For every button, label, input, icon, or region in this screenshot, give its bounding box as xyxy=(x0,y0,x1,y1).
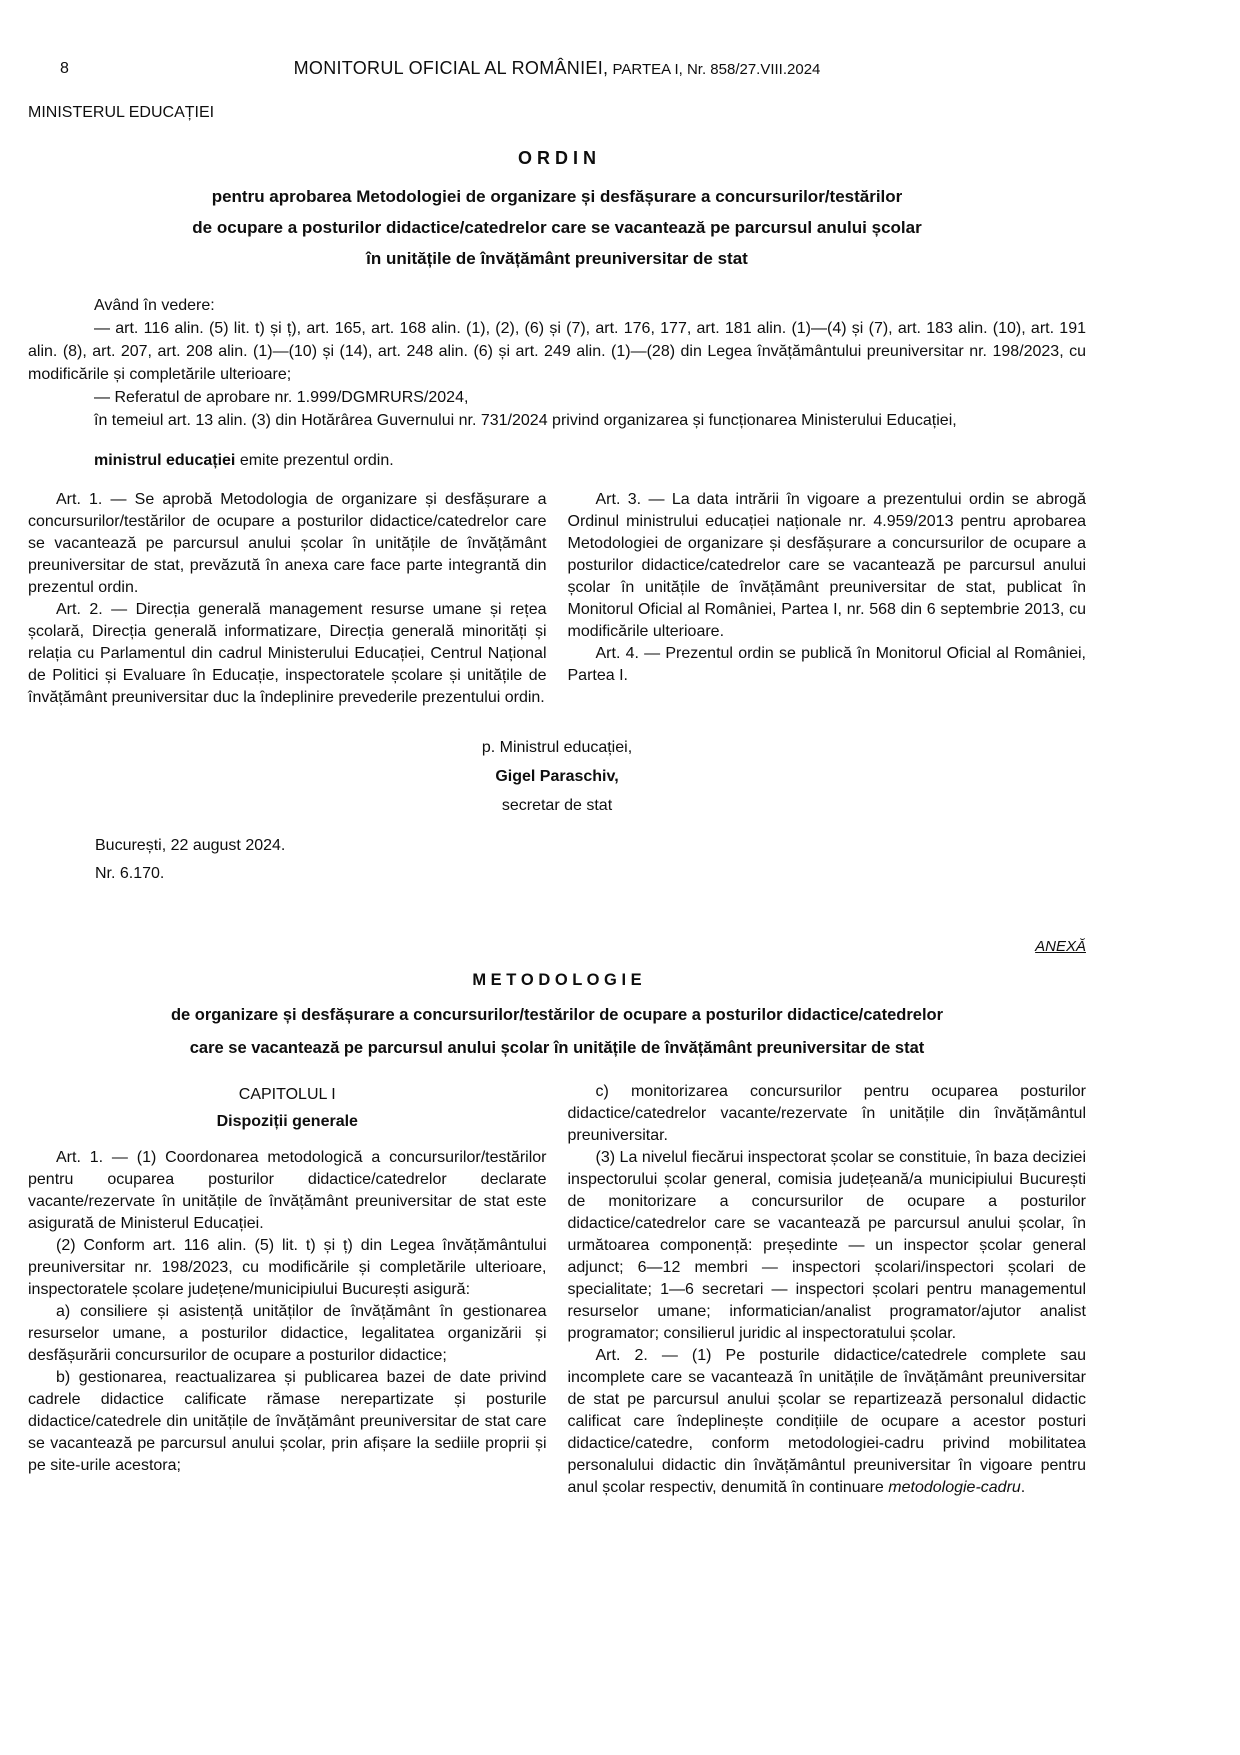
order-subtitle xyxy=(28,181,1086,274)
order-articles xyxy=(28,489,1086,709)
signature-role: p. Ministrul educației, xyxy=(481,739,633,756)
annex-art2-text: Art. 2. — (1) Pe posturile didactice/catedrele complete sau incomplete care se vacantează în unitățile de învățământ preuniversitar de stat pe parcursul anului școlar se repartizează personalul didactic calificat care îndeplinește condițiile de ocupare a acestor posturi didactice/catedre, conform metodologiei-cadru privind mobilitatea personalului didactic din învățământul preuniversitar în vigoare pentru anul școlar respectiv, denumită în continuare xyxy=(567,1347,1086,1496)
preamble-paragraph-3: în temeiul art. 13 alin. (3) din Hotărârea Guvernului nr. 731/2024 privind organizarea și funcționarea Ministerului Educației, xyxy=(94,412,957,429)
signature-title: secretar de stat xyxy=(501,797,613,814)
annex-art1-para-3: (3) La nivelul fiecărui inspectorat școlar se constituie, în baza deciziei inspectorului școlar general, comisia județeană/a municipiului București de monitorizare a concursurilor de ocupare a posturilor didactice/catedrelor care se vacantează pe parcursul anului școlar, în următoarea componență: președinte — un inspector școlar general adjunct; 6—12 membri — inspectori școlari/inspectori școlari de specialitate; 1—6 secretari — inspectori școlari pentru managementul resurselor umane; informatician/analist programator/ajutor analist programator; consilierul juridic al inspectoratului școlar. xyxy=(567,1149,1086,1342)
order-title: O R D I N xyxy=(517,148,596,168)
annex-body xyxy=(28,1081,1086,1499)
page-number: 8 xyxy=(60,60,69,77)
annex-art2-italic-term: metodologie-cadru xyxy=(888,1479,1021,1496)
annex-art2-tail: . xyxy=(1020,1479,1026,1496)
annex-subtitle-line-1: de organizare și desfășurare a concursurilor/testărilor de ocupare a posturilor didactice/catedrelor xyxy=(170,1006,944,1024)
header-title-sub: PARTEA I, Nr. 858/27.VIII.2024 xyxy=(608,61,821,78)
having-regard-intro: Având în vedere: xyxy=(94,297,215,314)
annex-label: ANEXĂ xyxy=(1035,938,1086,955)
page-header xyxy=(28,58,1086,84)
place-date: București, 22 august 2024. xyxy=(95,837,286,854)
order-subtitle-line-1: pentru aprobarea Metodologiei de organizare și desfășurare a concursurilor/testărilor xyxy=(211,187,903,206)
annex-art2-para-1 xyxy=(568,1345,1087,1499)
annex-art1-para-1: Art. 1. — (1) Coordonarea metodologică a concursurilor/testărilor pentru ocuparea posturilor didactice/catedrelor declarate vacante/rezervate în unitățile de învățământ preuniversitar de stat este asigurată de Ministerul Educației. xyxy=(28,1149,547,1232)
annex-subtitle xyxy=(28,999,1086,1065)
chapter-label: CAPITOLUL I xyxy=(238,1086,336,1103)
enacting-clause-rest: emite prezentul ordin. xyxy=(235,452,394,469)
article-3: Art. 3. — La data intrării în vigoare a prezentului ordin se abrogă Ordinul ministrului educației naționale nr. 4.959/2013 pentru aprobarea Metodologiei de organizare și desfășurare a concursurilor de ocupare a posturilor didactice/catedrelor care se vacantează pe parcursul anului școlar în unitățile de învățământ preuniversitar de stat, publicat în Monitorul Oficial al României, Partea I, nr. 568 din 6 septembrie 2013, cu modificările ulterioare. xyxy=(567,491,1086,640)
annex-art1-point-b: b) gestionarea, reactualizarea și publicarea bazei de date privind cadrele didactice calificate rămase nerepartizate și posturile didactice/catedrele din unitățile de învățământ preuniversitar de stat care se vacantează pe parcursul anului școlar, prin afișare la sediile proprii și pe site-urile acestora; xyxy=(28,1369,547,1474)
chapter-heading xyxy=(28,1081,547,1135)
annex-left-column xyxy=(28,1081,547,1499)
order-subtitle-line-2: de ocupare a posturilor didactice/catedrelor care se vacantează pe parcursul anului școlar xyxy=(192,218,922,237)
preamble-paragraph-2: — Referatul de aprobare nr. 1.999/DGMRURS/2024, xyxy=(94,389,469,406)
header-title-main: MONITORUL OFICIAL AL ROMÂNIEI, xyxy=(293,58,609,78)
annex-subtitle-line-2: care se vacantează pe parcursul anului școlar în unitățile de învățământ preuniversitar de stat xyxy=(189,1039,925,1057)
ministry-name: MINISTERUL EDUCAȚIEI xyxy=(28,104,215,121)
article-2: Art. 2. — Direcția generală management resurse umane și rețea școlară, Direcția generală informatizare, Direcția generală minorități și relația cu Parlamentul din cadrul Ministerului Educației, Centrul Național de Politici și Evaluare în Educație, inspectoratele școlare și unitățile de învățământ preuniversitar duc la îndeplinire prevederile prezentului ordin. xyxy=(28,601,547,706)
order-articles-right-column xyxy=(568,489,1087,709)
enacting-clause-bold: ministrul educației xyxy=(94,452,236,469)
preamble-paragraph-1: — art. 116 alin. (5) lit. t) și ț), art. 165, art. 168 alin. (1), (2), (6) și (7), art. 176, 177, art. 181 alin. (1)—(4) și (7), art. 183 alin. (10), art. 191 alin. (8), art. 207, art. 208 alin. (1)—(10) și (14), art. 248 alin. (6) și art. 249 alin. (1)—(28) din Legea învățământului preuniversitar nr. 198/2023, cu modificările și completările ulterioare; xyxy=(28,320,1086,383)
annex-heading: M E T O D O L O G I E xyxy=(472,971,642,989)
enacting-clause xyxy=(28,449,1086,472)
order-subtitle-line-3: în unitățile de învățământ preuniversitar de stat xyxy=(366,249,748,268)
article-1: Art. 1. — Se aprobă Metodologia de organizare și desfășurare a concursurilor/testărilor de ocupare a posturilor didactice/catedrelor care se vacantează pe parcursul anului școlar în unitățile de învățământ preuniversitar de stat, prevăzută în anexa care face parte integrantă din prezentul ordin. xyxy=(28,491,547,596)
annex-art1-point-a: a) consiliere și asistență unităților de învățământ în gestionarea resurselor umane, a posturilor didactice, legalitatea organizării și desfășurării concursurilor de ocupare a posturilor didactice; xyxy=(28,1303,547,1364)
article-4: Art. 4. — Prezentul ordin se publică în Monitorul Oficial al României, Partea I. xyxy=(567,645,1086,684)
annex-art1-point-c: c) monitorizarea concursurilor pentru ocuparea posturilor didactice/catedrelor vacante/rezervate în unitățile din învățământul preuniversitar. xyxy=(567,1083,1086,1144)
annex-right-column xyxy=(568,1081,1087,1499)
signature-name: Gigel Paraschiv, xyxy=(495,768,619,785)
signature-block xyxy=(28,733,1086,820)
document-page xyxy=(28,0,1086,1499)
chapter-title: Dispoziții generale xyxy=(216,1113,358,1130)
order-number: Nr. 6.170. xyxy=(95,865,165,882)
order-articles-left-column xyxy=(28,489,547,709)
annex-art1-para-2: (2) Conform art. 116 alin. (5) lit. t) și ț) din Legea învățământului preuniversitar nr. 198/2023, cu modificările și completările ulterioare, inspectoratele școlare județene/municipiului București asigură: xyxy=(28,1237,547,1298)
